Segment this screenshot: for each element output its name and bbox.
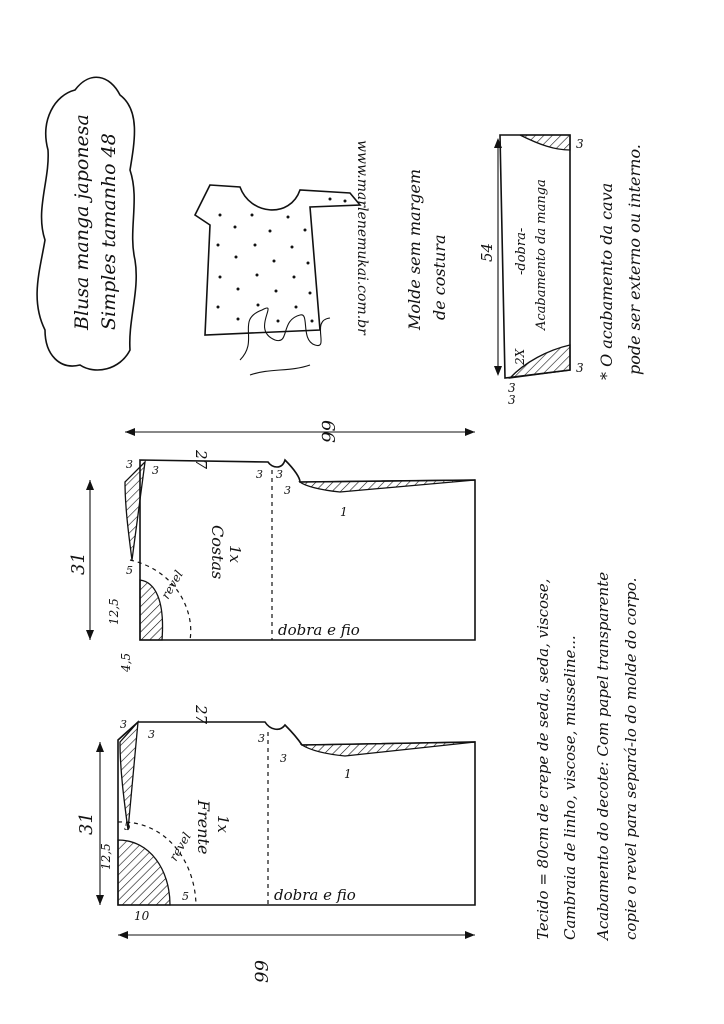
front-neck-edge: 5 bbox=[182, 890, 189, 903]
back-dim-3e: 3 bbox=[284, 484, 291, 497]
front-shoulder-label: 27 bbox=[192, 705, 210, 725]
back-width-label: 66 bbox=[317, 420, 338, 443]
back-underarm-label: 1 bbox=[340, 505, 348, 519]
sleeve-length-label: 54 bbox=[478, 242, 496, 262]
back-dim-3a: 3 bbox=[126, 458, 133, 471]
back-shoulder-label: 27 bbox=[192, 450, 210, 470]
fabric-line1: Tecido = 80cm de crepe de seda, seda, viscose, bbox=[534, 578, 552, 940]
fabric-line2: Cambraia de linho, viscose, musseline... bbox=[561, 635, 579, 940]
front-count: 1x bbox=[214, 815, 232, 834]
back-pattern-piece bbox=[68, 420, 475, 673]
front-underarm-label: 1 bbox=[344, 767, 352, 781]
front-revel-label: revel bbox=[166, 830, 194, 864]
blouse-sketch bbox=[195, 185, 360, 335]
back-title: Costas bbox=[208, 525, 227, 580]
fabric-instructions bbox=[534, 572, 640, 942]
front-title: Frente bbox=[194, 800, 213, 855]
front-length-label: 31 bbox=[76, 812, 97, 835]
website-text: www.marlenemukai.com.br bbox=[354, 140, 370, 335]
molde-note-line1: Molde sem margem bbox=[405, 168, 424, 330]
fabric-line3: Acabamento do decote: Com papel transparente bbox=[594, 571, 612, 940]
sleeve-dim-a: 3 bbox=[576, 137, 584, 151]
signature bbox=[240, 308, 330, 375]
front-width-label: 66 bbox=[250, 960, 271, 983]
back-dim-3b: 3 bbox=[152, 464, 159, 477]
title-cloud bbox=[37, 77, 136, 370]
back-dim-3c: 3 bbox=[256, 468, 263, 481]
back-dim-3d: 3 bbox=[276, 468, 283, 481]
front-dim-3b: 3 bbox=[148, 728, 155, 741]
front-pattern-piece bbox=[76, 704, 475, 983]
back-fold-label: dobra e fio bbox=[278, 621, 360, 639]
sleeve-finish-label: Acabamento da manga bbox=[534, 179, 549, 330]
sleeve-finish-piece bbox=[478, 135, 584, 407]
sleeve-dim-c: 3 bbox=[508, 381, 516, 395]
molde-note-line2: de costura bbox=[430, 234, 449, 320]
sleeve-fold-label: -dobra- bbox=[514, 227, 529, 275]
front-neck-slope: 5 bbox=[124, 820, 131, 833]
title-line2: Simples tamanho 48 bbox=[98, 133, 120, 330]
front-dim-3a: 3 bbox=[120, 718, 127, 731]
front-fold-label: dobra e fio bbox=[274, 886, 356, 904]
sleeve-dim-d: 3 bbox=[508, 393, 516, 407]
back-neck-depth: 12,5 bbox=[107, 598, 121, 625]
back-neck-slope: 5 bbox=[126, 564, 133, 577]
fabric-line4: copie o revel para separá-lo do molde do corpo. bbox=[622, 577, 640, 940]
note-line2: pode ser externo ou interno. bbox=[625, 144, 644, 375]
back-revel-label: revel bbox=[158, 568, 186, 602]
sleeve-dim-b: 3 bbox=[576, 361, 584, 375]
front-neck-width: 10 bbox=[134, 909, 150, 923]
back-count: 1x bbox=[226, 545, 244, 564]
note-line1: * O acabamento da cava bbox=[597, 182, 616, 380]
sleeve-count-label: 2X bbox=[513, 348, 527, 365]
back-length-label: 31 bbox=[68, 552, 89, 575]
back-neck-width: 4,5 bbox=[119, 652, 133, 672]
front-dim-3d: 3 bbox=[280, 752, 287, 765]
front-dim-3c: 3 bbox=[258, 732, 265, 745]
front-neck-depth: 12,5 bbox=[99, 843, 113, 870]
title-line1: Blusa manga japonesa bbox=[71, 114, 93, 330]
